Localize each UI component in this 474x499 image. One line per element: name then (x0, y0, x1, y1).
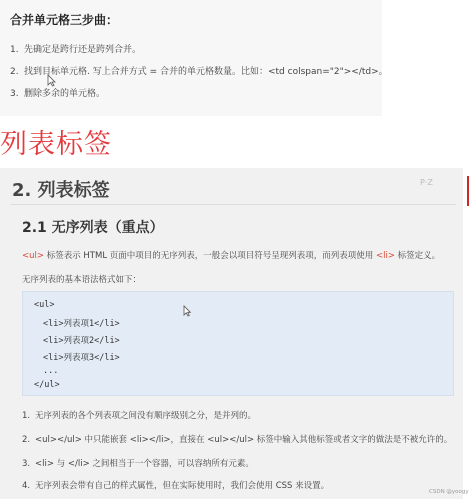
ul-description (22, 249, 440, 261)
code-line: ... (43, 366, 59, 376)
step-3-number: 3. (10, 89, 19, 99)
merge-cells-title: 合并单元格三步曲： (10, 13, 119, 27)
step-2 (10, 64, 388, 77)
ul-description-middle: 标签表示 HTML 页面中项目的无序列表，一般会以项目符号呈现列表项，而列表项使用 (44, 251, 376, 261)
note-2-number: 2. (22, 435, 31, 445)
code-block (22, 291, 454, 396)
step-2-text: 找到目标单元格. 写上合并方式 = 合并的单元格数量。比如：<td colspan="2"></td>。 (24, 67, 388, 77)
section-heading: 2. 列表标签 (12, 180, 110, 201)
code-line: <li>列表项2</li> (43, 336, 120, 346)
note-4-number: 4. (22, 481, 31, 491)
watermark: CSDN @yoogy (429, 489, 469, 495)
note-4 (22, 479, 329, 491)
merge-cells-panel (0, 0, 388, 116)
note-4-text: 无序列表会带有自己的样式属性，但在实际使用时，我们会使用 CSS 来设置。 (35, 481, 330, 491)
mouse-cursor-icon (47, 74, 56, 87)
step-1-text: 先确定是跨行还是跨列合并。 (24, 45, 142, 55)
right-edge (463, 168, 474, 499)
mouse-cursor-icon (183, 305, 191, 317)
heading-divider (10, 204, 456, 205)
note-1 (22, 409, 256, 421)
step-2-number: 2. (10, 67, 19, 77)
note-2 (22, 433, 452, 445)
note-3-text: <li> 与 </li> 之间相当于一个容器，可以容纳所有元素。 (35, 459, 254, 469)
step-3-text: 删除多余的单元格。 (24, 89, 106, 99)
step-1 (10, 42, 141, 55)
note-1-number: 1. (22, 411, 31, 421)
li-tag: <li> (375, 251, 395, 261)
red-heading: 列表标签 (0, 129, 112, 160)
ul-tag: <ul> (22, 251, 44, 261)
code-line: <li>列表项3</li> (43, 353, 120, 363)
note-3-number: 3. (22, 459, 31, 469)
step-3 (10, 86, 105, 99)
note-3 (22, 457, 254, 469)
note-2-text: <ul></ul> 中只能嵌套 <li></li>，直接在 <ul></ul> 标签中输入其他标签或者文字的做法是不被允许的。 (35, 435, 453, 445)
ul-description-end: 标签定义。 (394, 251, 441, 261)
syntax-intro: 无序列表的基本语法格式如下： (22, 275, 142, 285)
heading-mark: P·Z (420, 178, 433, 187)
edge-red-bar (467, 176, 469, 206)
code-line: </ul> (34, 380, 60, 390)
note-1-text: 无序列表的各个列表项之间没有顺序级别之分，是并列的。 (35, 411, 257, 421)
code-line: <li>列表项1</li> (43, 319, 120, 329)
subsection-heading: 2.1 无序列表（重点） (22, 220, 164, 236)
code-line: <ul> (34, 300, 55, 310)
step-1-number: 1. (10, 45, 19, 55)
